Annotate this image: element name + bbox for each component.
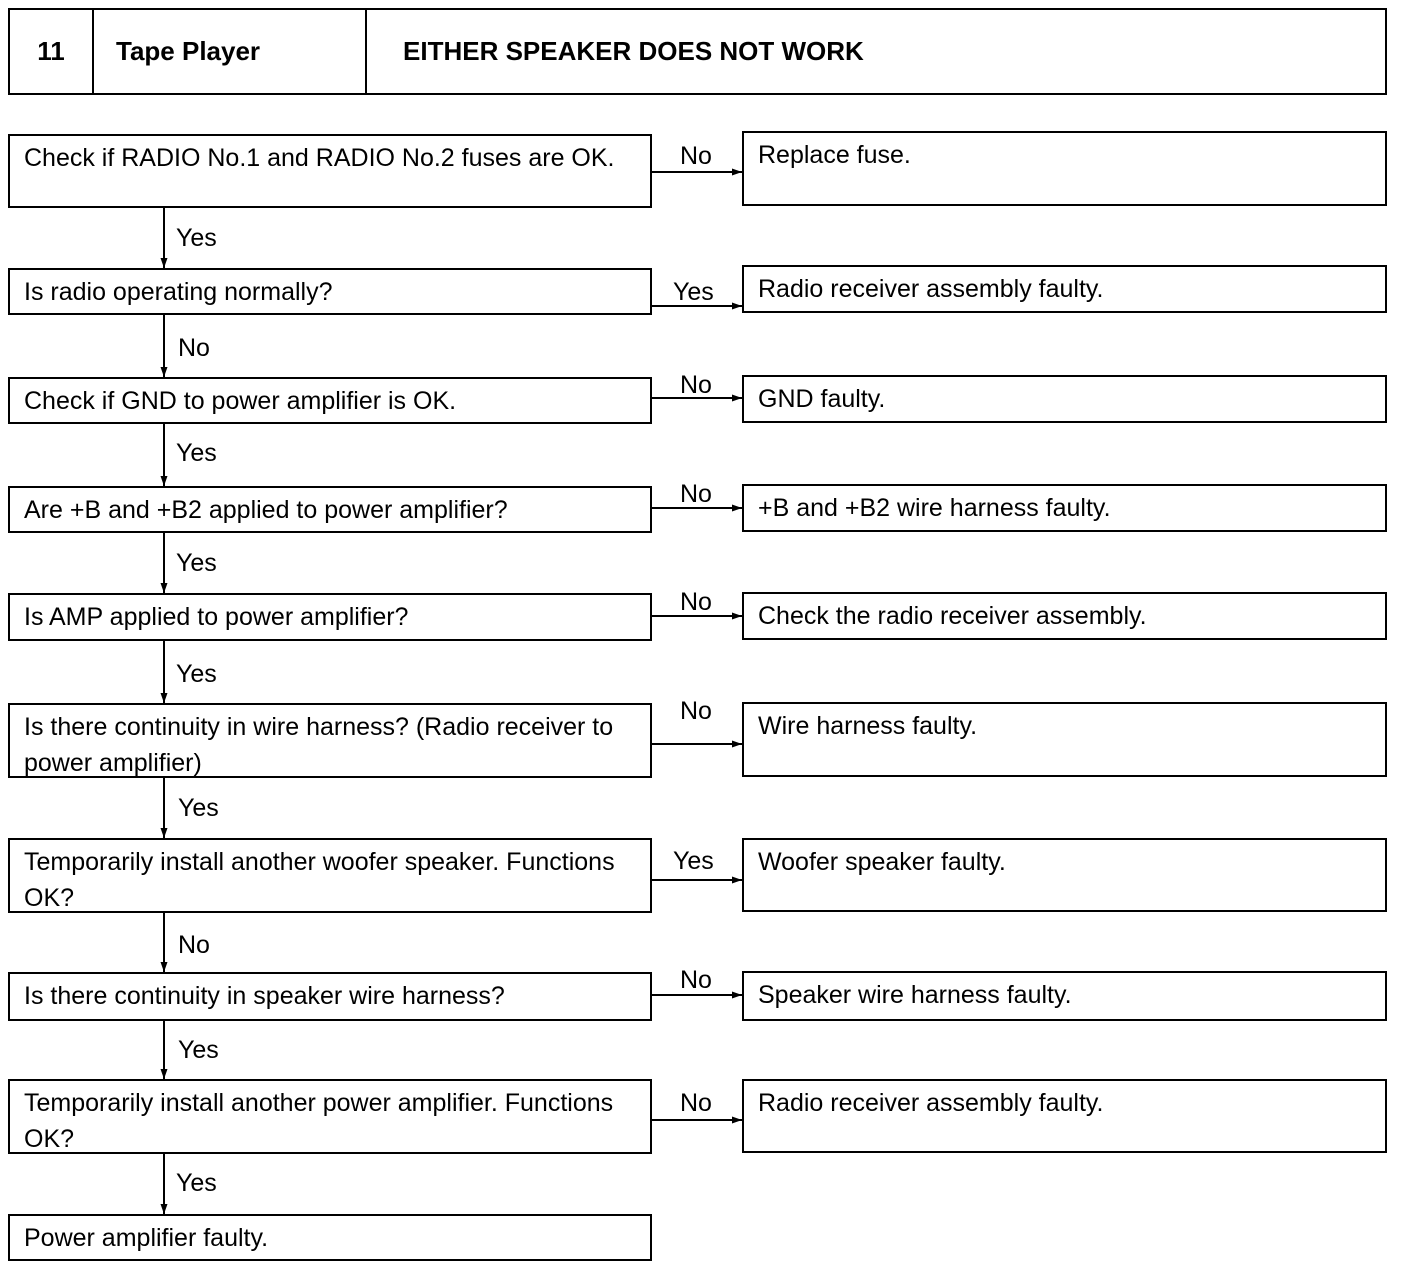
question-box-7 xyxy=(8,838,652,913)
side-label-9: No xyxy=(680,1089,712,1117)
question-text-4: Are +B and +B2 applied to power amplifier? xyxy=(24,496,508,524)
down-label-2: No xyxy=(178,334,210,362)
question-box-3 xyxy=(8,377,652,424)
question-box-4 xyxy=(8,486,652,533)
down-label-8: Yes xyxy=(178,1036,219,1064)
question-text-2: Is radio operating normally? xyxy=(24,278,333,306)
result-box-5 xyxy=(742,592,1387,640)
side-label-8: No xyxy=(680,966,712,994)
page-title-text: EITHER SPEAKER DOES NOT WORK xyxy=(403,36,864,66)
result-box-9 xyxy=(742,1079,1387,1153)
result-box-4 xyxy=(742,484,1387,532)
result-text-6: Wire harness faulty. xyxy=(758,712,978,740)
result-box-6 xyxy=(742,702,1387,777)
question-box-2 xyxy=(8,268,652,315)
question-box-9 xyxy=(8,1079,652,1154)
result-box-1 xyxy=(742,131,1387,206)
question-text-9: Temporarily install another power amplifier. Functions OK? xyxy=(24,1089,614,1153)
result-box-3 xyxy=(742,375,1387,423)
final-result-box xyxy=(8,1214,652,1261)
result-text-7: Woofer speaker faulty. xyxy=(758,848,1006,876)
result-text-3: GND faulty. xyxy=(758,385,886,413)
question-box-6 xyxy=(8,703,652,778)
final-result-text: Power amplifier faulty. xyxy=(24,1224,269,1252)
result-text-1: Replace fuse. xyxy=(758,141,911,169)
question-box-1 xyxy=(8,134,652,208)
down-label-1: Yes xyxy=(176,224,217,252)
question-box-5 xyxy=(8,593,652,641)
result-text-9: Radio receiver assembly faulty. xyxy=(758,1089,1104,1117)
down-label-6: Yes xyxy=(178,794,219,822)
result-text-2: Radio receiver assembly faulty. xyxy=(758,275,1104,303)
result-box-2 xyxy=(742,265,1387,313)
side-label-5: No xyxy=(680,588,712,616)
result-text-5: Check the radio receiver assembly. xyxy=(758,602,1147,630)
section-number-text: 11 xyxy=(37,36,65,66)
down-label-3: Yes xyxy=(176,439,217,467)
down-label-7: No xyxy=(178,931,210,959)
section-name-text: Tape Player xyxy=(116,36,261,66)
side-label-2: Yes xyxy=(673,278,714,306)
question-box-8 xyxy=(8,972,652,1021)
result-box-7 xyxy=(742,838,1387,912)
side-label-3: No xyxy=(680,371,712,399)
question-text-8: Is there continuity in speaker wire harness? xyxy=(24,982,505,1010)
down-label-5: Yes xyxy=(176,660,217,688)
question-text-6: Is there continuity in wire harness? (Radio receiver to power amplifier) xyxy=(24,713,614,777)
result-box-8 xyxy=(742,971,1387,1021)
question-text-3: Check if GND to power amplifier is OK. xyxy=(24,387,457,415)
side-label-7: Yes xyxy=(673,847,714,875)
question-text-5: Is AMP applied to power amplifier? xyxy=(24,603,409,631)
side-label-6: No xyxy=(680,697,712,725)
side-label-1: No xyxy=(680,142,712,170)
side-label-4: No xyxy=(680,480,712,508)
result-text-8: Speaker wire harness faulty. xyxy=(758,981,1072,1009)
down-label-4: Yes xyxy=(176,549,217,577)
question-text-1: Check if RADIO No.1 and RADIO No.2 fuses are OK. xyxy=(24,144,615,172)
result-text-4: +B and +B2 wire harness faulty. xyxy=(758,494,1111,522)
down-label-9: Yes xyxy=(176,1169,217,1197)
question-text-7: Temporarily install another woofer speaker. Functions OK? xyxy=(24,848,615,912)
